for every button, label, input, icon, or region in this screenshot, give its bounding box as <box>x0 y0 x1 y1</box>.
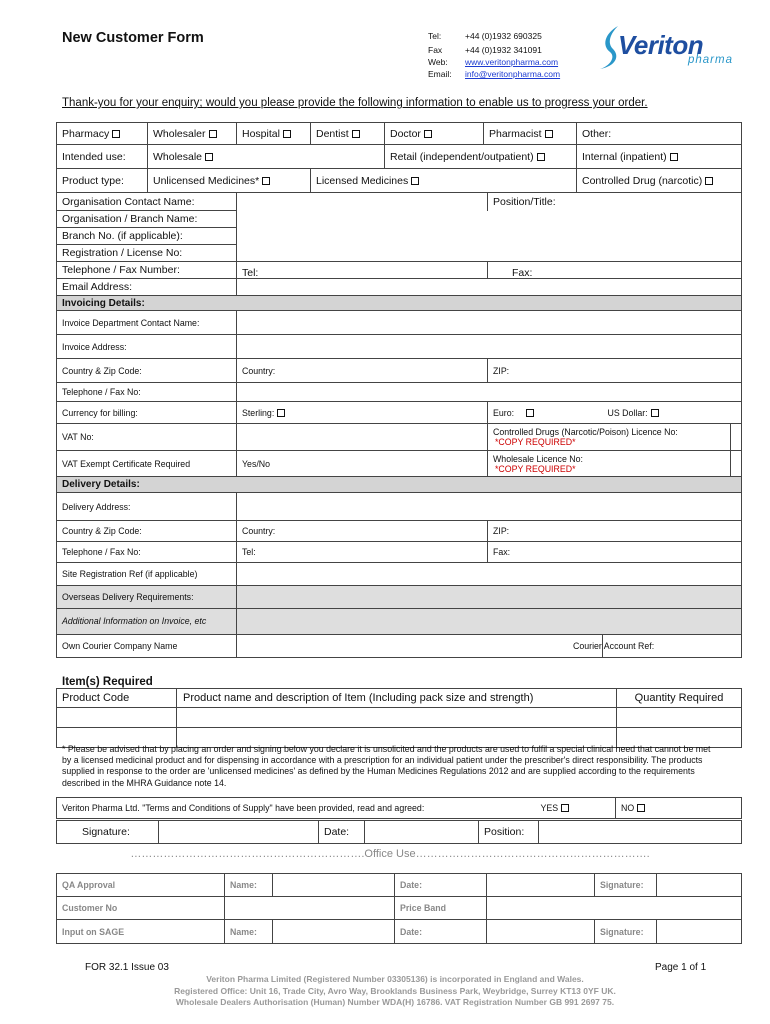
currency-label: Currency for billing: <box>57 402 237 424</box>
licensed-option[interactable] <box>311 169 577 193</box>
name-label: Name: <box>225 920 273 944</box>
checkbox[interactable] <box>670 153 678 161</box>
delivery-address-field[interactable] <box>237 493 742 521</box>
delivery-tel-fax-label: Telephone / Fax No: <box>57 542 237 563</box>
additional-info-field[interactable] <box>237 609 742 635</box>
price-band-field[interactable] <box>487 897 742 920</box>
intro-text: Thank-you for your enquiry; would you please provide the following information to enable us to progress your order. <box>62 97 648 109</box>
customer-no-label: Customer No <box>57 897 225 920</box>
col-product-code: Product Code <box>57 689 177 708</box>
checkbox[interactable] <box>352 130 360 138</box>
signature-table <box>56 820 742 844</box>
invoice-dept-label: Invoice Department Contact Name: <box>57 311 237 335</box>
branch-name-field[interactable] <box>237 211 742 228</box>
delivery-heading: Delivery Details: <box>57 477 742 493</box>
yes-label: YES <box>540 803 559 813</box>
internal-option[interactable] <box>577 145 742 169</box>
checkbox[interactable] <box>651 409 659 417</box>
branch-no-field[interactable] <box>237 228 742 245</box>
overseas-field[interactable] <box>237 586 742 609</box>
checkbox[interactable] <box>424 130 432 138</box>
form-reference: FOR 32.1 Issue 03 <box>85 962 169 973</box>
position-label: Position: <box>479 821 539 844</box>
date-label: Date: <box>395 874 487 897</box>
courier-ref-field[interactable] <box>573 635 742 658</box>
checkbox[interactable] <box>283 130 291 138</box>
company-footer <box>120 974 670 1009</box>
hospital-option[interactable] <box>237 123 311 145</box>
contact-label: Fax <box>428 45 443 55</box>
controlled-label: Controlled Drug (narcotic) <box>582 174 703 187</box>
terms-yes-option[interactable] <box>536 798 616 819</box>
tel-label: Tel: <box>242 547 256 557</box>
sterling-option[interactable] <box>237 402 488 424</box>
overseas-label: Overseas Delivery Requirements: <box>57 586 237 609</box>
pharmacist-label: Pharmacist <box>489 127 542 140</box>
invoice-tel-fax-label: Telephone / Fax No: <box>57 383 237 402</box>
zip-label: ZIP: <box>493 365 510 376</box>
wholesale-label: Wholesale <box>153 150 203 163</box>
tel-fax-label: Telephone / Fax Number: <box>57 262 237 279</box>
contact-label: Email: <box>428 69 452 79</box>
checkbox[interactable] <box>705 177 713 185</box>
details-table <box>56 192 742 658</box>
courier-field[interactable] <box>237 635 603 658</box>
dentist-option[interactable] <box>311 123 385 145</box>
usd-label: US Dollar: <box>607 407 648 418</box>
email-label: Email Address: <box>57 279 237 296</box>
checkbox[interactable] <box>209 130 217 138</box>
invoice-dept-field[interactable] <box>237 311 742 335</box>
delivery-zip-field[interactable] <box>488 521 742 542</box>
registration-label: Registration / License No: <box>57 245 237 262</box>
signature-label: Signature: <box>595 874 657 897</box>
checkbox[interactable] <box>526 409 534 417</box>
retail-option[interactable] <box>385 145 577 169</box>
additional-info-label: Additional Information on Invoice, etc <box>57 609 237 635</box>
controlled-option[interactable] <box>577 169 742 193</box>
retail-label: Retail (independent/outpatient) <box>390 150 534 163</box>
unlicensed-option[interactable] <box>148 169 311 193</box>
items-table <box>56 688 742 748</box>
qa-approval-label: QA Approval <box>57 874 225 897</box>
col-product-name: Product name and description of Item (Including pack size and strength) <box>177 689 617 708</box>
product-name-cell[interactable] <box>177 708 617 728</box>
courier-ref-label: Courier Account Ref: <box>573 641 655 651</box>
checkbox[interactable] <box>112 130 120 138</box>
office-use-divider: ……………………………………………………….Office Use………………………………………………………. <box>130 848 650 860</box>
page-number: Page 1 of 1 <box>655 962 707 973</box>
wholesale-use-option[interactable] <box>148 145 385 169</box>
copy-required-note: *COPY REQUIRED* <box>495 463 576 474</box>
terms-table <box>56 797 742 819</box>
usd-option[interactable] <box>603 402 742 424</box>
contact-label: Web: <box>428 57 448 67</box>
hospital-label: Hospital <box>242 127 280 140</box>
org-contact-field[interactable] <box>237 193 488 211</box>
unlicensed-label: Unlicensed Medicines* <box>153 174 260 187</box>
sage-label: Input on SAGE <box>57 920 225 944</box>
delivery-fax-field[interactable] <box>488 542 742 563</box>
country-label: Country: <box>242 526 276 536</box>
checkbox[interactable] <box>637 804 645 812</box>
quantity-cell[interactable] <box>617 708 742 728</box>
date-label: Date: <box>395 920 487 944</box>
sterling-label: Sterling: <box>242 407 275 418</box>
branch-name-label: Organisation / Branch Name: <box>57 211 237 228</box>
form-title: New Customer Form <box>62 30 204 46</box>
position-field[interactable] <box>731 193 742 211</box>
disclaimer-text: * Please be advised that by placing an order and signing below you declare it is unsolicited and the products are used to fulfil a special clinical need that cannot be met by a licensed medicinal product and for dispensing in accordance with a prescription for an individual patient under the prescriber's direct responsibility. The products supplied in response to the order are 'unlicensed medicines' as defined by the Human Medicines Regulations 2012 and are supplied according to the requirements described in the MHRA Guidance note 14. <box>62 744 711 788</box>
product-code-cell[interactable] <box>57 708 177 728</box>
dentist-label: Dentist <box>316 127 349 140</box>
euro-label: Euro: <box>493 407 515 418</box>
items-title: Item(s) Required <box>62 676 153 688</box>
signature-label: Signature: <box>595 920 657 944</box>
fax-label: Fax: <box>512 267 533 279</box>
position-label: Position/Title: <box>488 193 731 211</box>
footer-line: Veriton Pharma Limited (Registered Number 03305136) is incorporated in England and Wales. <box>206 974 584 984</box>
vat-label: VAT No: <box>57 424 237 451</box>
name-label: Name: <box>225 874 273 897</box>
doctor-option[interactable] <box>385 123 484 145</box>
sage-signature-field[interactable] <box>657 920 742 944</box>
fax-label: Fax: <box>493 547 511 557</box>
zip-label: ZIP: <box>493 526 510 536</box>
invoice-address-label: Invoice Address: <box>57 335 237 359</box>
checkbox[interactable] <box>561 804 569 812</box>
delivery-country-zip-label: Country & Zip Code: <box>57 521 237 542</box>
email-link[interactable]: info@veritonpharma.com <box>465 69 561 79</box>
site-registration-field[interactable] <box>237 563 742 586</box>
wholesale-licence-cell[interactable] <box>488 451 731 477</box>
invoice-address-field[interactable] <box>237 335 742 359</box>
wholesaler-label: Wholesaler <box>153 127 206 140</box>
doctor-label: Doctor <box>390 127 421 140</box>
delivery-address-label: Delivery Address: <box>57 493 237 521</box>
footer-line: Registered Office: Unit 16, Trade City, Avro Way, Brooklands Business Park, Weybridge, Surrey KT13 0YF UK. <box>174 985 616 996</box>
contact-label: Tel: <box>428 31 442 41</box>
logo-word: Veriton <box>618 30 704 60</box>
footer-line: Wholesale Dealers Authorisation (Human) Number WDA(H) 16786. VAT Registration Number GB 991 2697 75. <box>175 997 615 1007</box>
checkbox[interactable] <box>277 409 285 417</box>
cd-licence-field[interactable] <box>731 424 742 451</box>
col-quantity: Quantity Required <box>617 689 742 708</box>
checkbox[interactable] <box>262 177 270 185</box>
customer-no-field[interactable] <box>225 897 395 920</box>
licensed-label: Licensed Medicines <box>316 174 409 187</box>
country-label: Country: <box>242 365 276 376</box>
product-type-label: Product type: <box>57 169 148 193</box>
qa-date-field[interactable] <box>487 874 595 897</box>
tel-label: Tel: <box>242 267 259 279</box>
courier-label: Own Courier Company Name <box>57 635 237 658</box>
invoice-tel-fax-field[interactable] <box>237 383 742 402</box>
other-label: Other: <box>582 127 612 140</box>
intended-use-label: Intended use: <box>57 145 148 169</box>
delivery-country-field[interactable] <box>237 521 488 542</box>
sage-date-field[interactable] <box>487 920 595 944</box>
tel-field[interactable] <box>237 262 488 279</box>
cd-licence-label: Controlled Drugs (Narcotic/Poison) Licence No: <box>493 427 678 437</box>
checkbox[interactable] <box>411 177 419 185</box>
invoice-zip-field[interactable] <box>488 359 742 383</box>
wholesale-licence-label: Wholesale Licence No: <box>493 453 583 464</box>
pharmacist-option[interactable] <box>484 123 577 145</box>
invoice-country-field[interactable] <box>237 359 488 383</box>
branch-no-label: Branch No. (if applicable): <box>57 228 237 245</box>
no-label: NO <box>621 803 635 813</box>
terms-text: Veriton Pharma Ltd. "Terms and Conditions of Supply" have been provided, read and agreed: <box>57 798 536 819</box>
checkbox[interactable] <box>545 130 553 138</box>
checkbox[interactable] <box>205 153 213 161</box>
logo-sub: pharma <box>688 54 733 66</box>
checkbox[interactable] <box>537 153 545 161</box>
invoice-country-zip-label: Country & Zip Code: <box>57 359 237 383</box>
wholesaler-option[interactable] <box>148 123 237 145</box>
pharmacy-option[interactable] <box>57 123 148 145</box>
yes-no-label: Yes/No <box>242 458 271 469</box>
euro-option[interactable] <box>488 402 603 424</box>
vat-exempt-label: VAT Exempt Certificate Required <box>57 451 237 477</box>
org-contact-label: Organisation Contact Name: <box>57 193 237 211</box>
signature-field[interactable] <box>159 821 319 844</box>
signature-label: Signature: <box>57 821 159 844</box>
fax-field[interactable] <box>488 262 742 279</box>
cd-licence-cell[interactable] <box>488 424 731 451</box>
website-link[interactable]: www.veritonpharma.com <box>465 57 559 67</box>
price-band-label: Price Band <box>395 897 487 920</box>
date-label: Date: <box>319 821 365 844</box>
vat-exempt-field[interactable] <box>237 451 488 477</box>
copy-required-note: *COPY REQUIRED* <box>495 437 576 447</box>
wholesale-licence-field[interactable] <box>731 451 742 477</box>
terms-no-option[interactable] <box>616 798 742 819</box>
invoicing-heading: Invoicing Details: <box>57 296 742 311</box>
contact-fax: +44 (0)1932 341091 <box>465 45 542 55</box>
office-use-table <box>56 873 742 944</box>
position-field[interactable] <box>539 821 742 844</box>
veriton-logo <box>596 22 756 72</box>
qa-signature-field[interactable] <box>657 874 742 897</box>
vat-field[interactable] <box>237 424 488 451</box>
registration-field[interactable] <box>237 245 742 262</box>
sage-name-field[interactable] <box>273 920 395 944</box>
site-registration-label: Site Registration Ref (if applicable) <box>57 563 237 586</box>
contact-tel: +44 (0)1932 690325 <box>465 31 542 41</box>
other-field[interactable] <box>577 123 742 145</box>
customer-type-table <box>56 122 742 193</box>
email-field[interactable] <box>237 279 742 296</box>
delivery-tel-field[interactable] <box>237 542 488 563</box>
date-field[interactable] <box>365 821 479 844</box>
contact-block <box>428 30 560 80</box>
pharmacy-label: Pharmacy <box>62 127 110 140</box>
qa-name-field[interactable] <box>273 874 395 897</box>
internal-label: Internal (inpatient) <box>582 150 667 163</box>
